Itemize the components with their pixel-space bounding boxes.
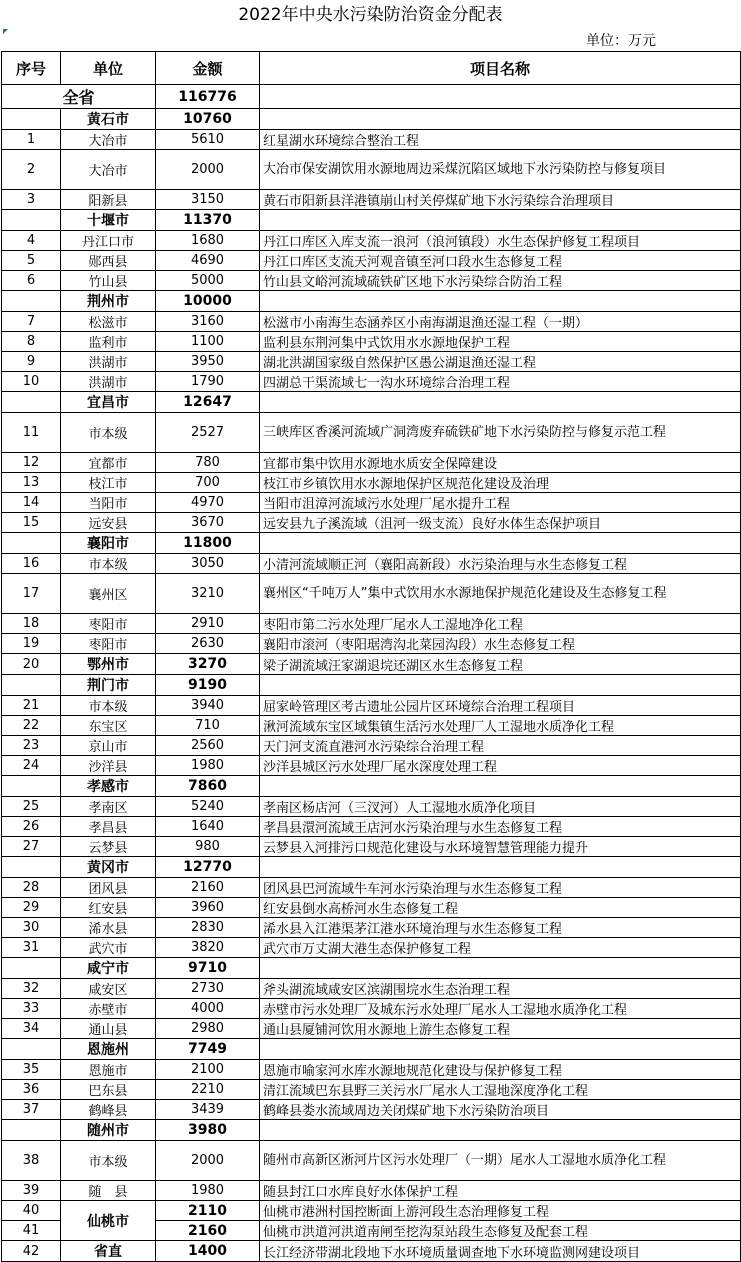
empty-cell (2, 533, 61, 554)
table-row (2, 574, 741, 614)
row-project: 襄州区“千吨万人”集中式饮用水水源地保护规范化建设及生态修复工程 (260, 574, 741, 614)
row-project: 恩施市喻家河水库水源地规范化建设与保护修复工程 (260, 1060, 741, 1080)
row-unit: 枝江市 (61, 473, 156, 493)
empty-cell (260, 1120, 741, 1141)
row-project: 云梦县入河排污口规范化建设与水环境智慧管理能力提升 (260, 837, 741, 857)
row-project: 小清河流域顺正河（襄阳高新段）水污染治理与水生态修复工程 (260, 554, 741, 574)
row-seq: 17 (2, 574, 61, 614)
city-amount: 12770 (156, 857, 260, 878)
city-subtotal-row (2, 210, 741, 231)
row-unit: 当阳市 (61, 493, 156, 513)
row-unit: 咸安区 (61, 979, 156, 999)
header-row (2, 52, 741, 85)
row-project: 随县封江口水库良好水体保护工程 (260, 1181, 741, 1201)
table-row (2, 898, 741, 918)
row-project: 竹山县文峪河流域硫铁矿区地下水污染综合防治工程 (260, 271, 741, 291)
row-amount: 3960 (156, 898, 260, 918)
empty-cell (260, 109, 741, 130)
row-project: 仙桃市港洲村国控断面上游河段生态治理修复工程 (260, 1201, 741, 1221)
table-row (2, 150, 741, 190)
row-amount: 780 (156, 453, 260, 473)
row-amount: 3210 (156, 574, 260, 614)
row-project: 襄阳市滚河（枣阳琚湾沟北菜园沟段）水生态修复工程 (260, 634, 741, 654)
row-project: 丹江口库区入库支流一浪河（浪河镇段）水生态保护修复工程项目 (260, 231, 741, 251)
row-project: 斧头湖流域咸安区滨湖围垸水生态治理工程 (260, 979, 741, 999)
city-subtotal-row (2, 1039, 741, 1060)
row-amount: 2210 (156, 1080, 260, 1100)
empty-cell (2, 109, 61, 130)
row-seq: 33 (2, 999, 61, 1019)
table-row (2, 413, 741, 453)
row-unit: 沙洋县 (61, 756, 156, 776)
city-name: 恩施州 (61, 1039, 156, 1060)
row-amount: 2000 (156, 150, 260, 190)
table-row (2, 918, 741, 938)
row-project: 红星湖水环境综合整治工程 (260, 130, 741, 150)
empty-cell (2, 958, 61, 979)
row-seq: 18 (2, 614, 61, 634)
row-seq: 11 (2, 413, 61, 453)
row-unit: 洪湖市 (61, 352, 156, 372)
unit-label: 单位：万元 (586, 33, 656, 49)
table-row (2, 372, 741, 392)
row-amount: 700 (156, 473, 260, 493)
row-project: 仙桃市洪道河洪道南闸至挖沟泵站段生态修复及配套工程 (260, 1221, 741, 1241)
row-unit: 团风县 (61, 878, 156, 898)
row-project: 随州市高新区淅河片区污水处理厂（一期）尾水人工湿地水质净化工程 (260, 1141, 741, 1181)
row-seq: 20 (2, 654, 61, 675)
city-amount: 11370 (156, 210, 260, 231)
page-title: 2022年中央水污染防治资金分配表 (238, 5, 503, 25)
row-amount: 3670 (156, 513, 260, 533)
row-unit: 市本级 (61, 1141, 156, 1181)
empty-cell (260, 958, 741, 979)
city-name: 黄冈市 (61, 857, 156, 878)
row-project: 沙洋县城区污水处理厂尾水深度处理工程 (260, 756, 741, 776)
table-row (2, 251, 741, 271)
table-row (2, 190, 741, 210)
row-amount: 3820 (156, 938, 260, 958)
row-unit: 京山市 (61, 736, 156, 756)
row-amount: 3150 (156, 190, 260, 210)
row-amount: 2160 (156, 1221, 260, 1241)
table-row (2, 1060, 741, 1080)
row-unit: 宜都市 (61, 453, 156, 473)
city-subtotal-row (2, 675, 741, 696)
empty-cell (260, 1039, 741, 1060)
row-seq: 36 (2, 1080, 61, 1100)
city-name: 荆州市 (61, 291, 156, 312)
city-subtotal-row (2, 291, 741, 312)
row-seq: 21 (2, 696, 61, 716)
row-unit: 随 县 (61, 1181, 156, 1201)
row-project: 四湖总干渠流域七一沟水环境综合治理工程 (260, 372, 741, 392)
row-amount: 2100 (156, 1060, 260, 1080)
row-seq: 3 (2, 190, 61, 210)
row-seq: 28 (2, 878, 61, 898)
row-amount: 5240 (156, 797, 260, 817)
total-label: 全省 (2, 85, 156, 109)
row-project: 湖北洪湖国家级自然保护区愚公湖退渔还湿工程 (260, 352, 741, 372)
empty-cell (2, 776, 61, 797)
city-amount: 11800 (156, 533, 260, 554)
table-row (2, 513, 741, 533)
row-unit: 竹山县 (61, 271, 156, 291)
row-seq: 35 (2, 1060, 61, 1080)
row-project: 湫河流域东宝区域集镇生活污水处理厂人工湿地水质净化工程 (260, 716, 741, 736)
header-seq: 序号 (2, 52, 61, 85)
row-project: 通山县厦铺河饮用水源地上游生态修复工程 (260, 1019, 741, 1039)
row-project: 枝江市乡镇饮用水水源地保护区规范化建设及治理 (260, 473, 741, 493)
row-unit: 阳新县 (61, 190, 156, 210)
table-row (2, 1019, 741, 1039)
row-unit: 红安县 (61, 898, 156, 918)
city-amount: 10760 (156, 109, 260, 130)
table-row (2, 493, 741, 513)
row-project: 鹤峰县娄水流域周边关闭煤矿地下水污染防治项目 (260, 1100, 741, 1120)
row-amount: 3270 (156, 654, 260, 675)
table-row (2, 736, 741, 756)
row-amount: 1400 (156, 1241, 260, 1262)
row-project: 黄石市阳新县洋港镇崩山村关停煤矿地下水污染综合治理项目 (260, 190, 741, 210)
row-project: 浠水县入江港渠茅江港水环境治理与水生态修复工程 (260, 918, 741, 938)
empty-cell (260, 85, 741, 109)
table-row (2, 554, 741, 574)
table-row (2, 817, 741, 837)
table-row (2, 473, 741, 493)
row-project: 丹江口库区支流天河观音镇至河口段水生态修复工程 (260, 251, 741, 271)
row-seq: 25 (2, 797, 61, 817)
city-name: 荆门市 (61, 675, 156, 696)
empty-cell (260, 776, 741, 797)
row-unit: 监利市 (61, 332, 156, 352)
row-seq: 27 (2, 837, 61, 857)
header-project: 项目名称 (260, 52, 741, 85)
row-amount: 2910 (156, 614, 260, 634)
city-subtotal-row (2, 776, 741, 797)
empty-cell (2, 857, 61, 878)
row-unit: 枣阳市 (61, 634, 156, 654)
table-row (2, 231, 741, 251)
empty-cell (260, 857, 741, 878)
table-row (2, 312, 741, 332)
table-row (2, 1201, 741, 1221)
row-seq: 22 (2, 716, 61, 736)
row-unit: 浠水县 (61, 918, 156, 938)
row-project: 清江流域巴东县野三关污水厂尾水人工湿地深度净化工程 (260, 1080, 741, 1100)
row-amount: 2527 (156, 413, 260, 453)
row-unit: 市本级 (61, 413, 156, 453)
row-project: 宜都市集中饮用水源地水质安全保障建设 (260, 453, 741, 473)
row-seq: 19 (2, 634, 61, 654)
row-amount: 4000 (156, 999, 260, 1019)
row-seq: 1 (2, 130, 61, 150)
row-seq: 37 (2, 1100, 61, 1120)
row-unit: 鄂州市 (61, 654, 156, 675)
row-seq: 42 (2, 1241, 61, 1262)
city-amount: 7749 (156, 1039, 260, 1060)
empty-cell (260, 392, 741, 413)
row-amount: 3439 (156, 1100, 260, 1120)
row-unit: 大冶市 (61, 130, 156, 150)
row-unit: 恩施市 (61, 1060, 156, 1080)
header-unit: 单位 (61, 52, 156, 85)
table-body (2, 85, 741, 1262)
city-amount: 9710 (156, 958, 260, 979)
row-unit: 洪湖市 (61, 372, 156, 392)
row-seq: 38 (2, 1141, 61, 1181)
row-amount: 2560 (156, 736, 260, 756)
city-amount: 12647 (156, 392, 260, 413)
table-row (2, 130, 741, 150)
row-amount: 1640 (156, 817, 260, 837)
table-row (2, 756, 741, 776)
row-seq: 23 (2, 736, 61, 756)
row-seq: 24 (2, 756, 61, 776)
city-amount: 9190 (156, 675, 260, 696)
row-seq: 2 (2, 150, 61, 190)
row-project: 远安县九子溪流域（沮河一级支流）良好水体生态保护项目 (260, 513, 741, 533)
city-name: 咸宁市 (61, 958, 156, 979)
row-amount: 2160 (156, 878, 260, 898)
row-project: 孝昌县澴河流域王店河水污染治理与水生态修复工程 (260, 817, 741, 837)
row-project: 松滋市小南海生态涵养区小南海湖退渔还湿工程（一期） (260, 312, 741, 332)
cell-marker-icon (3, 29, 8, 34)
row-amount: 1680 (156, 231, 260, 251)
table-row (2, 654, 741, 675)
row-seq: 5 (2, 251, 61, 271)
row-project: 天门河支流直港河水污染综合治理工程 (260, 736, 741, 756)
row-amount: 3160 (156, 312, 260, 332)
empty-cell (2, 675, 61, 696)
city-name: 随州市 (61, 1120, 156, 1141)
row-seq: 29 (2, 898, 61, 918)
table-row (2, 716, 741, 736)
row-project: 屈家岭管理区考古遗址公园片区环境综合治理工程项目 (260, 696, 741, 716)
row-amount: 2110 (156, 1201, 260, 1221)
city-name: 十堰市 (61, 210, 156, 231)
row-amount: 4690 (156, 251, 260, 271)
row-seq: 34 (2, 1019, 61, 1039)
row-amount: 5610 (156, 130, 260, 150)
city-amount: 7860 (156, 776, 260, 797)
empty-cell (260, 210, 741, 231)
row-unit: 松滋市 (61, 312, 156, 332)
row-unit: 省直 (61, 1241, 156, 1262)
row-seq: 15 (2, 513, 61, 533)
row-unit: 云梦县 (61, 837, 156, 857)
row-unit: 丹江口市 (61, 231, 156, 251)
row-amount: 2980 (156, 1019, 260, 1039)
row-project: 大冶市保安湖饮用水源地周边采煤沉陷区域地下水污染防控与修复项目 (260, 150, 741, 190)
table-row (2, 1080, 741, 1100)
city-name: 襄阳市 (61, 533, 156, 554)
table-row (2, 453, 741, 473)
total-amount: 116776 (156, 85, 260, 109)
row-unit: 大冶市 (61, 150, 156, 190)
city-subtotal-row (2, 958, 741, 979)
row-project: 梁子湖流域汪家湖退垸还湖区水生态修复工程 (260, 654, 741, 675)
row-amount: 2630 (156, 634, 260, 654)
empty-cell (2, 1120, 61, 1141)
city-subtotal-row (2, 109, 741, 130)
row-seq: 14 (2, 493, 61, 513)
row-unit: 市本级 (61, 554, 156, 574)
empty-cell (2, 392, 61, 413)
row-project: 当阳市沮漳河流域污水处理厂尾水提升工程 (260, 493, 741, 513)
row-amount: 2730 (156, 979, 260, 999)
row-project: 枣阳市第二污水处理厂尾水人工湿地净化工程 (260, 614, 741, 634)
row-seq: 12 (2, 453, 61, 473)
row-unit: 仙桃市 (61, 1201, 156, 1241)
row-project: 红安县倒水高桥河水生态修复工程 (260, 898, 741, 918)
row-seq: 6 (2, 271, 61, 291)
row-unit: 巴东县 (61, 1080, 156, 1100)
table-row (2, 1241, 741, 1262)
row-amount: 3940 (156, 696, 260, 716)
row-seq: 16 (2, 554, 61, 574)
row-seq: 41 (2, 1221, 61, 1241)
city-amount: 10000 (156, 291, 260, 312)
table-row (2, 696, 741, 716)
row-amount: 2000 (156, 1141, 260, 1181)
row-project: 孝南区杨店河（三汊河）人工湿地水质净化项目 (260, 797, 741, 817)
row-unit: 远安县 (61, 513, 156, 533)
row-seq: 10 (2, 372, 61, 392)
row-project: 三峡库区香溪河流域广洞湾废弃硫铁矿地下水污染防控与修复示范工程 (260, 413, 741, 453)
row-amount: 1790 (156, 372, 260, 392)
table-row (2, 614, 741, 634)
table-row (2, 634, 741, 654)
row-unit: 市本级 (61, 696, 156, 716)
table-row (2, 878, 741, 898)
row-seq: 13 (2, 473, 61, 493)
row-seq: 9 (2, 352, 61, 372)
city-subtotal-row (2, 1120, 741, 1141)
row-unit: 郧西县 (61, 251, 156, 271)
row-project: 赤壁市污水处理厂及城东污水处理厂尾水人工湿地水质净化工程 (260, 999, 741, 1019)
table-row (2, 352, 741, 372)
row-seq: 4 (2, 231, 61, 251)
table-row (2, 999, 741, 1019)
row-amount: 980 (156, 837, 260, 857)
row-project: 武穴市万丈湖大港生态保护修复工程 (260, 938, 741, 958)
city-subtotal-row (2, 533, 741, 554)
row-project: 长江经济带湖北段地下水环境质量调查地下水环境监测网建设项目 (260, 1241, 741, 1262)
row-amount: 3950 (156, 352, 260, 372)
row-unit: 鹤峰县 (61, 1100, 156, 1120)
row-amount: 4970 (156, 493, 260, 513)
row-amount: 710 (156, 716, 260, 736)
row-seq: 31 (2, 938, 61, 958)
row-project: 监利县东荆河集中式饮用水水源地保护工程 (260, 332, 741, 352)
row-seq: 32 (2, 979, 61, 999)
row-unit: 东宝区 (61, 716, 156, 736)
total-row (2, 85, 741, 109)
empty-cell (260, 533, 741, 554)
allocation-table (1, 51, 741, 1262)
row-unit: 枣阳市 (61, 614, 156, 634)
city-subtotal-row (2, 392, 741, 413)
row-seq: 40 (2, 1201, 61, 1221)
row-unit: 孝南区 (61, 797, 156, 817)
city-name: 孝感市 (61, 776, 156, 797)
row-seq: 39 (2, 1181, 61, 1201)
row-amount: 1100 (156, 332, 260, 352)
table-row (2, 1100, 741, 1120)
table-row (2, 797, 741, 817)
city-name: 黄石市 (61, 109, 156, 130)
table-row (2, 979, 741, 999)
row-unit: 赤壁市 (61, 999, 156, 1019)
row-amount: 3050 (156, 554, 260, 574)
row-project: 团风县巴河流域牛车河水污染治理与水生态修复工程 (260, 878, 741, 898)
row-amount: 1980 (156, 1181, 260, 1201)
row-amount: 1980 (156, 756, 260, 776)
table-row (2, 938, 741, 958)
city-amount: 3980 (156, 1120, 260, 1141)
table-row (2, 271, 741, 291)
table-row (2, 332, 741, 352)
table-row (2, 1181, 741, 1201)
empty-cell (260, 675, 741, 696)
empty-cell (2, 1039, 61, 1060)
row-unit: 通山县 (61, 1019, 156, 1039)
empty-cell (260, 291, 741, 312)
empty-cell (2, 210, 61, 231)
city-name: 宜昌市 (61, 392, 156, 413)
row-unit: 武穴市 (61, 938, 156, 958)
row-unit: 襄州区 (61, 574, 156, 614)
row-seq: 7 (2, 312, 61, 332)
row-amount: 2830 (156, 918, 260, 938)
row-seq: 26 (2, 817, 61, 837)
empty-cell (2, 291, 61, 312)
row-seq: 30 (2, 918, 61, 938)
city-subtotal-row (2, 857, 741, 878)
table-row (2, 1141, 741, 1181)
header-amount: 金额 (156, 52, 260, 85)
row-unit: 孝昌县 (61, 817, 156, 837)
row-amount: 5000 (156, 271, 260, 291)
table-row (2, 837, 741, 857)
row-seq: 8 (2, 332, 61, 352)
